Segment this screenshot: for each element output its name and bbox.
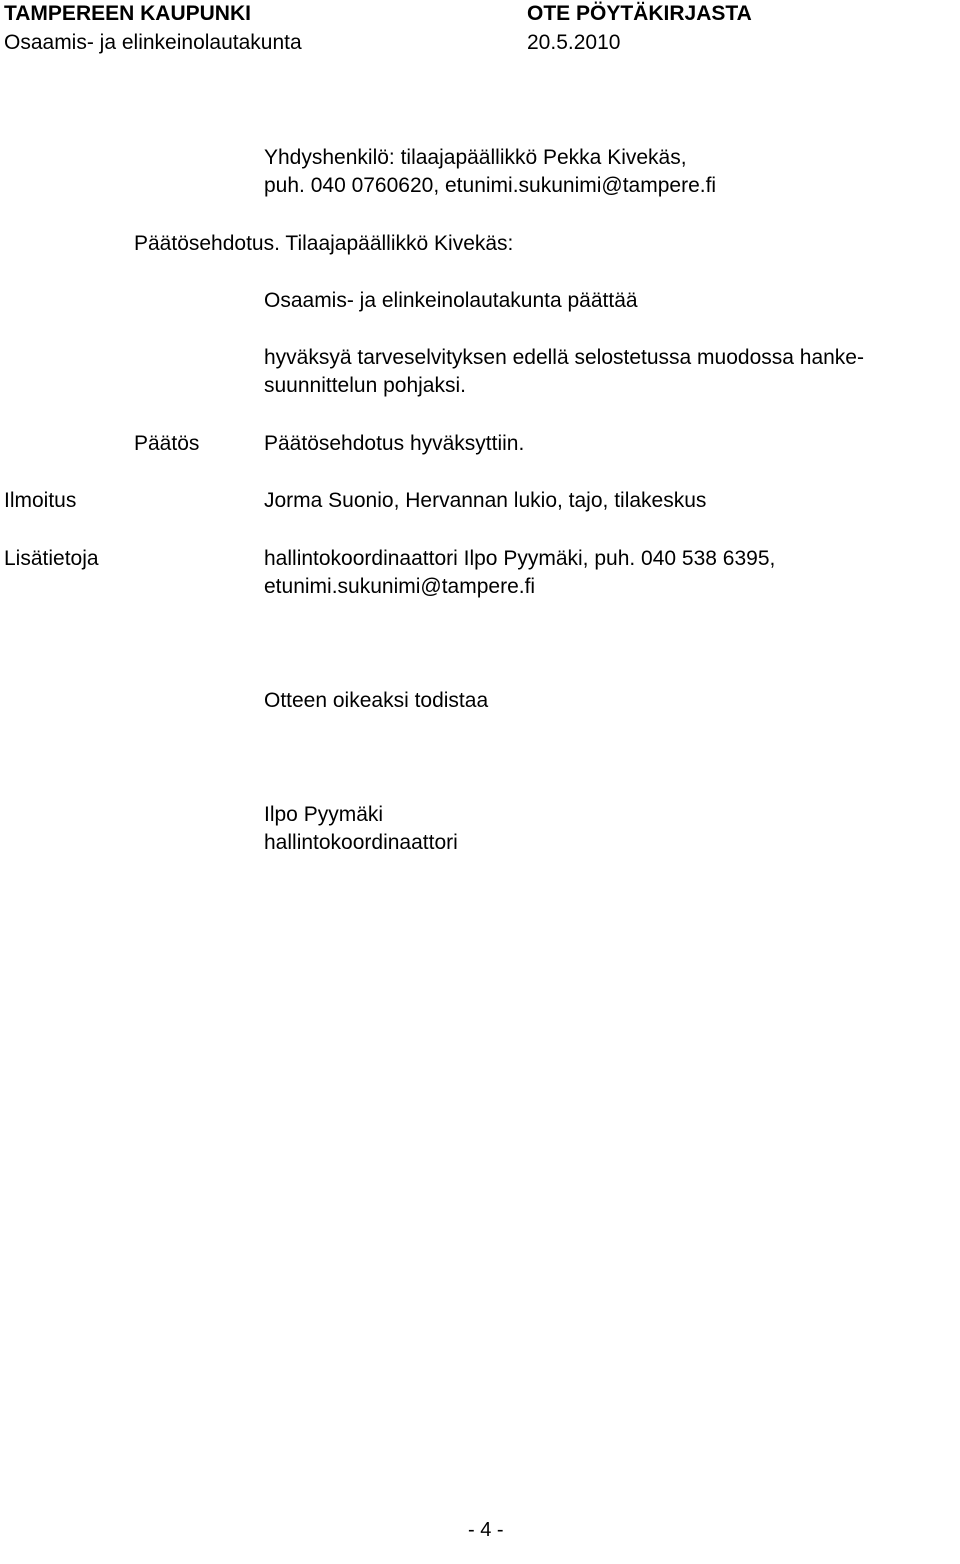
signatory-name: Ilpo Pyymäki: [264, 803, 384, 826]
notice-label: Ilmoitus: [4, 489, 77, 512]
proposal-text-line-2: suunnittelun pohjaksi.: [264, 374, 466, 397]
proposal-intro: Osaamis- ja elinkeinolautakunta päättää: [264, 289, 638, 312]
more-info-line-2: etunimi.sukunimi@tampere.fi: [264, 575, 536, 598]
committee-name: Osaamis- ja elinkeinolautakunta: [4, 31, 302, 54]
proposal-heading: Päätösehdotus. Tilaajapäällikkö Kivekäs:: [134, 232, 514, 255]
organization-name: TAMPEREEN KAUPUNKI: [4, 2, 251, 25]
document-type: OTE PÖYTÄKIRJASTA: [527, 2, 752, 25]
signatory-title: hallintokoordinaattori: [264, 831, 458, 854]
document-date: 20.5.2010: [527, 31, 621, 54]
proposal-text-line-1: hyväksyä tarveselvityksen edellä selostetussa muodossa hanke-: [264, 346, 864, 369]
decision-label: Päätös: [134, 432, 200, 455]
contact-line-2: puh. 040 0760620, etunimi.sukunimi@tampere.fi: [264, 174, 717, 197]
decision-text: Päätösehdotus hyväksyttiin.: [264, 432, 525, 455]
contact-line-1: Yhdyshenkilö: tilaajapäällikkö Pekka Kivekäs,: [264, 146, 687, 169]
more-info-label: Lisätietoja: [4, 547, 99, 570]
notice-text: Jorma Suonio, Hervannan lukio, tajo, tilakeskus: [264, 489, 707, 512]
certification-text: Otteen oikeaksi todistaa: [264, 689, 489, 712]
page-number: - 4 -: [468, 1519, 504, 1541]
more-info-line-1: hallintokoordinaattori Ilpo Pyymäki, puh. 040 538 6395,: [264, 547, 776, 570]
